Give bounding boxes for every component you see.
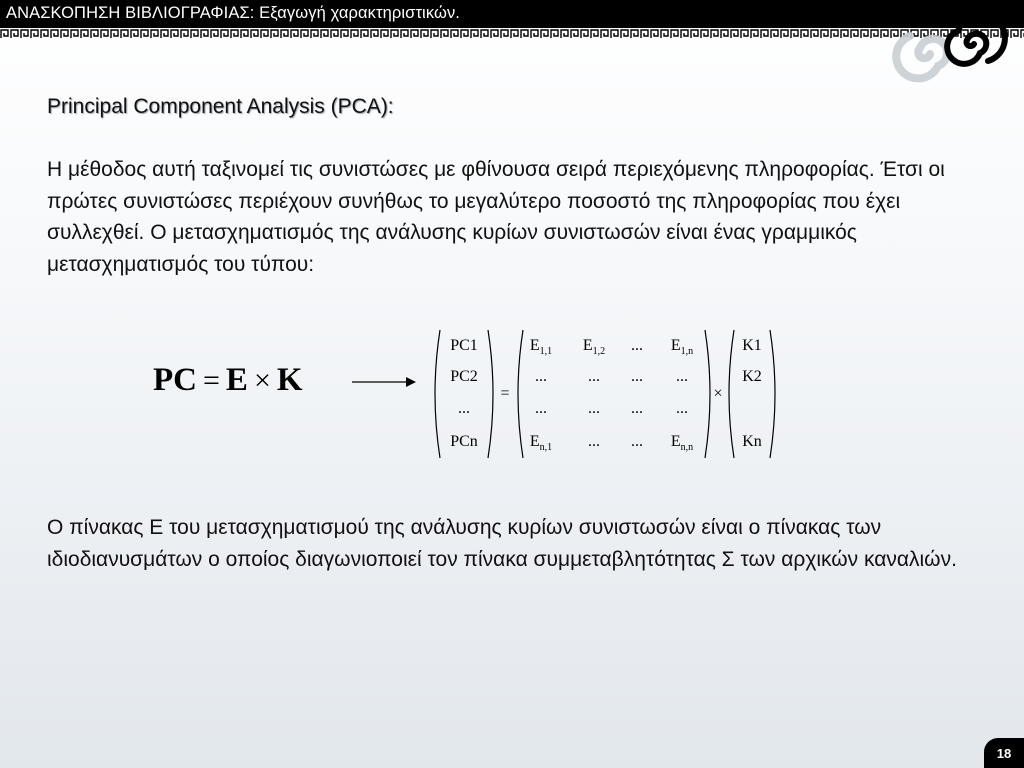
header-bar [0,0,1024,28]
e-matrix-entry: $E_{1,1}$ [529,337,553,357]
formula-pc: PC [153,362,197,398]
pc-vector-entry: PC2 [450,368,478,385]
e-matrix-entry: ... [588,368,600,385]
intro-paragraph: Η μέθοδος αυτή ταξινομεί τις συνιστώσες με φθίνουσα σειρά περιεχόμενης πληροφορίας. Έτσι οι πρώτες συνιστώσες περιέχουν συνήθως το μεγαλύτερο ποσοστό της πληροφορίας που έχει συλλεχθεί. Ο μετασχηματισμός της ανάλυσης κυρίων συνιστωσών είναι ένας γραμμικός μετασχηματισμός του τύπου: [47,158,945,276]
k-vector-entry: K1 [742,337,762,354]
k-vector-left-bracket [729,330,734,458]
k-vector-right-bracket [770,330,775,458]
e-matrix-entry: ... [535,368,547,385]
eigenvector-paragraph: Ο πίνακας Ε του μετασχηματισμού της ανάλυσης κυρίων συνιστωσών είναι ο πίνακας των ιδιοδιανυσμάτων ο οποίος διαγωνιοποιεί τον πίνακα συμμεταβλητότητας Σ των αρχικών καναλιών. [47,516,957,571]
pc-vector-entry: PCn [450,433,478,450]
k-vector-entry: Kn [742,433,762,450]
e-matrix-entry: $E_{n,1}$ [529,433,553,453]
matrix-times: × [713,385,723,402]
formula-k: K [276,362,303,398]
pca-formula [153,362,303,399]
header-title: ΑΝΑΣΚΟΠΗΣΗ ΒΙΒΛΙΟΓΡΑΦΙΑΣ: Εξαγωγή χαρακτηριστικών. [6,4,460,22]
e-matrix-entry: $E_{1,2}$ [582,337,606,357]
e-matrix-entry: ... [588,400,600,417]
meander-border [0,28,1024,40]
pc-vector-entry: PC1 [450,337,478,354]
matrix-equation [428,326,788,462]
e-matrix-entry: ... [676,368,688,385]
k-vector-entry: K2 [742,368,762,385]
slide-heading: Principal Component Analysis (PCA): [47,95,394,118]
formula-times: × [253,364,271,397]
e-matrix-entry: ... [676,400,688,417]
arrow-right-icon [350,374,420,390]
spiral-icon [890,8,1008,100]
pc-vector-entry: ... [458,400,470,417]
e-matrix-entry: $E_{1,n}$ [670,337,694,357]
e-matrix-right-bracket [705,330,710,458]
e-matrix-entry: ... [631,400,643,417]
e-matrix-entry: ... [535,400,547,417]
e-matrix-entry: ... [588,433,600,450]
e-matrix-entry: ... [631,368,643,385]
e-matrix-left-bracket [518,330,523,458]
pc-vector-left-bracket [435,330,440,458]
formula-e: E [225,362,248,398]
pc-vector-right-bracket [488,330,493,458]
e-matrix-entry: ... [631,337,643,354]
formula-equals: = [203,364,220,397]
e-matrix-entry: $E_{n,n}$ [670,433,694,453]
page-number [984,738,1024,768]
matrix-equals: = [500,385,510,402]
page-number-label: 18 [996,745,1012,761]
e-matrix-entry: ... [631,433,643,450]
